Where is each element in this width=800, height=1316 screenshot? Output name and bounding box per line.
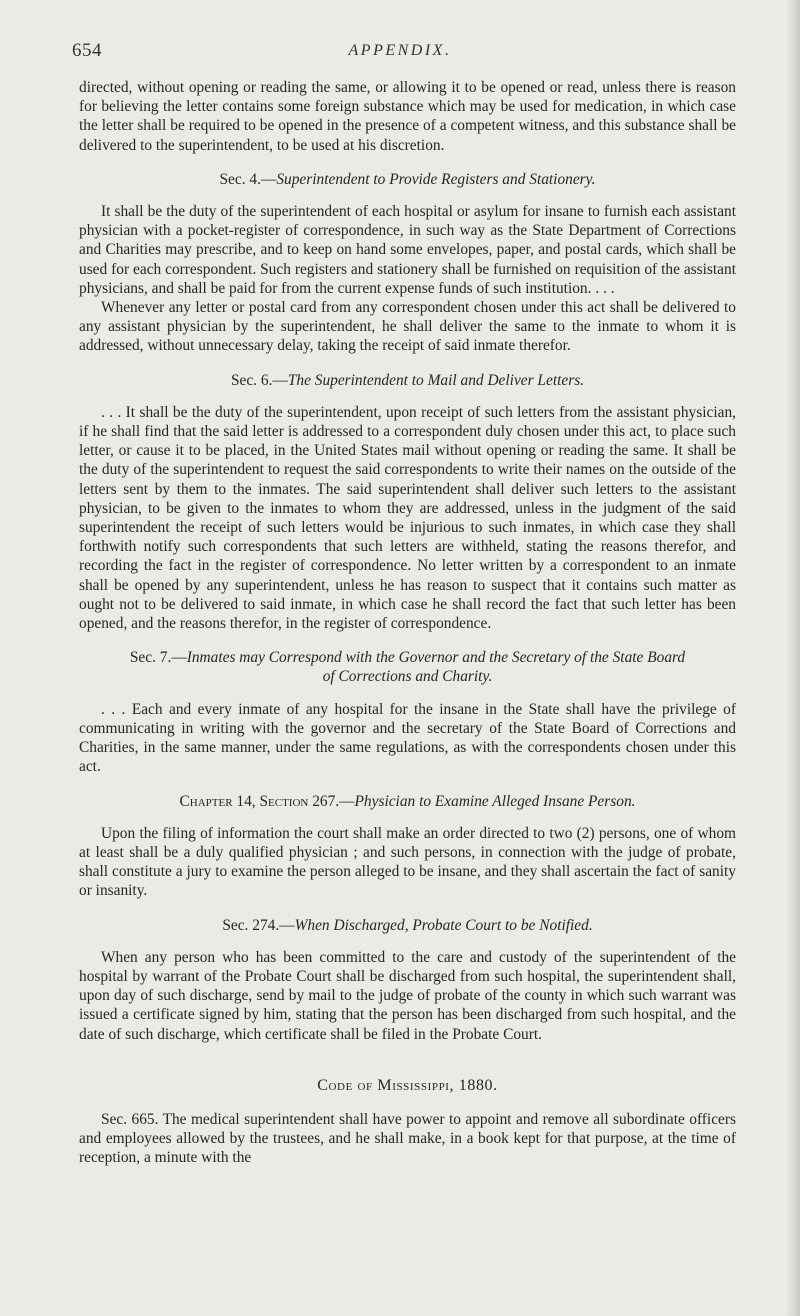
page-edge-shadow (786, 0, 800, 1316)
section-label: Chapter 14, Section 267.— (179, 792, 355, 810)
paragraph: It shall be the duty of the superintendent of each hospital or asylum for insane to furnish each assistant physician with a pocket-register of correspondence, in such way as the State Department of Corrections and Charities may prescribe, and to keep on hand some envelopes, paper, and postal cards, which shall be used for each correspondent. Such registers and stationery shall be furnished on requisition of the assistant physicians, and shall be paid for from the current expense funds of such institution. . . . (79, 203, 736, 297)
running-head: APPENDIX. (348, 42, 452, 59)
section-heading-6 (79, 371, 736, 390)
paragraph: Upon the filing of information the court shall make an order directed to two (2) persons, one of whom at least shall be a duly qualified physician ; and such persons, in connection with the judge of probate, shall constitute a jury to examine the person alleged to be insane, and they shall ascertain the fact of sanity or insanity. (79, 824, 736, 900)
section-title-line2: of Corrections and Charity. (322, 668, 493, 686)
paragraph-continued: directed, without opening or reading the same, or allowing it to be opened or read, unless there is reason for believing the letter contains some foreign substance which may be used for medication, in which case the letter shall be required to be opened in the presence of a competent witness, and this substance shall be delivered to the superintendent, to be used at his discretion. (79, 79, 736, 154)
section-label: Sec. 274.— (222, 916, 295, 934)
section-heading-7 (79, 648, 736, 686)
paragraph: . . . Each and every inmate of any hospital for the insane in the State shall have the privilege of communicating in writing with the governor and the secretary of the State Board of Corrections and Charities, in the same manner, under the same regulations, as with the correspondents chosen under this act. (79, 700, 736, 776)
section-heading-274 (79, 916, 736, 935)
section-heading-4 (79, 170, 736, 189)
section-label: Sec. 4.— (219, 170, 277, 188)
section-label: Sec. 6.— (230, 371, 288, 389)
section-title: When Discharged, Probate Court to be Notified. (294, 916, 593, 934)
paragraph: Whenever any letter or postal card from any correspondent chosen under this act shall be delivered to any assistant physician by the superintendent, he shall deliver the same to the inmate to whom it is addressed, without unnecessary delay, taking the receipt of said inmate therefor. (79, 299, 736, 355)
paragraph (79, 1110, 736, 1168)
section-title: Physician to Examine Alleged Insane Person. (354, 792, 636, 810)
section-title-line1: Inmates may Correspond with the Governor and the Secretary of the State Board (186, 649, 686, 667)
paragraph-text: The medical superintendent shall have power to appoint and remove all subordinate officers and employees allowed by the trustees, and he shall make, in a book kept for that purpose, at the time of reception, a minute with the (79, 1110, 736, 1167)
section-title: Superintendent to Provide Registers and Stationery. (276, 170, 596, 188)
section-title: The Superintendent to Mail and Deliver Letters. (287, 371, 585, 389)
code-heading: Code of Mississippi, 1880. (317, 1076, 498, 1094)
paragraph: . . . It shall be the duty of the superintendent, upon receipt of such letters from the assistant physician, if he shall find that the said letter is addressed to a correspondent duly chosen under this act, to place such letter, or cause it to be placed, in the United States mail without opening or reading the same. It shall be the duty of the superintendent to request the said correspondents to write their names on the outside of the letters sent by them to the inmates. The said superintendent shall deliver such letters to the assistant physician, to be given to the inmates to whom they are addressed, unless in the judgment of the said superintendent the receipt of such letters would be injurious to such inmates, in which case they shall forthwith notify such correspondents that such letters are withheld, stating the reasons therefor, and recording the fact in the register of correspondence. No letter written by a correspondent to an inmate shall be opened by any superintendent, unless he has reason to suspect that it contains such matter as ought not to be delivered to said inmate, in which case he shall record the fact that such letter has been opened, and the reasons therefor, in the register of correspondence. (79, 403, 736, 633)
section-label: Sec. 7.— (129, 649, 187, 667)
page-number: 654 (72, 40, 102, 61)
section-heading-267 (79, 792, 736, 811)
paragraph: When any person who has been committed to the care and custody of the superintendent of the hospital by warrant of the Probate Court shall be discharged from such hospital, the superintendent shall, upon day of such discharge, send by mail to the judge of probate of the county in which such warrant was issued a certificate signed by him, stating that the person has been discharged from such hospital, and the date of such discharge, which certificate shall be filed in the Probate Court. (79, 948, 736, 1043)
section-label: Sec. 665. (101, 1110, 159, 1128)
